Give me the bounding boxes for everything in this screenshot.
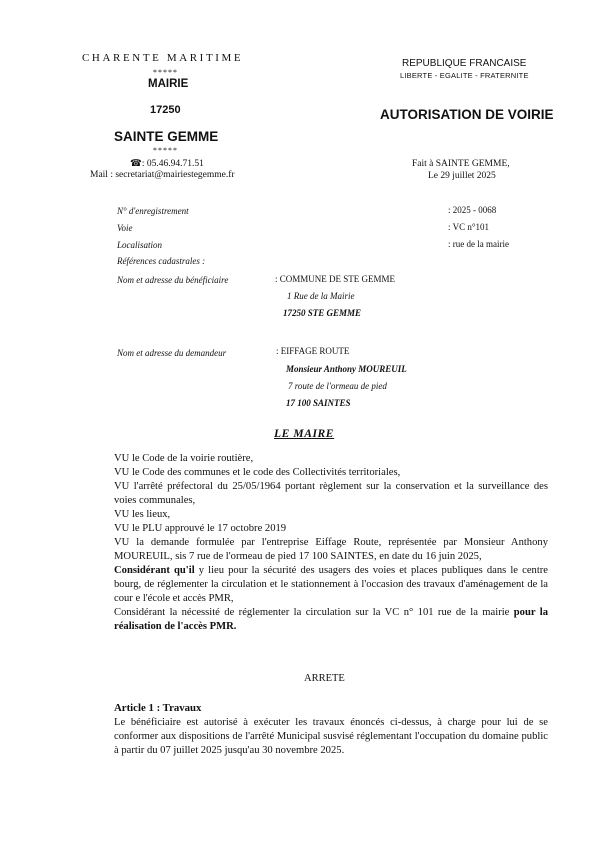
applicant-contact: Monsieur Anthony MOUREUIL bbox=[286, 364, 407, 374]
republic-label: REPUBLIQUE FRANCAISE bbox=[402, 58, 527, 69]
republic-motto: LIBERTE - EGALITE - FRATERNITE bbox=[400, 71, 529, 80]
registration-label: N° d'enregistrement bbox=[117, 206, 189, 216]
mairie-label: MAIRIE bbox=[148, 78, 189, 90]
vu-communes: VU le Code des communes et le code des Collectivités territoriales, bbox=[114, 467, 401, 478]
considerant-text: y lieu pour la sécurité des usagers des voies et places publiques dans le centre bourg, de réglementer la circulation et le stationnement à l'occasion des travaux d'aménagement de la cour e l'école et accès PMR, bbox=[114, 565, 548, 604]
considerant-securite bbox=[114, 564, 548, 606]
date-line: Le 29 juillet 2025 bbox=[428, 171, 496, 181]
location-value: : rue de la mairie bbox=[448, 239, 509, 249]
location-label: Localisation bbox=[117, 240, 163, 250]
telephone-icon: ☎ bbox=[130, 159, 142, 169]
decorative-stars-2: ***** bbox=[153, 146, 178, 155]
mail-line: Mail : secretariat@mairiestegemme.fr bbox=[90, 170, 235, 180]
beneficiary-label: Nom et adresse du bénéficiaire bbox=[117, 275, 229, 285]
vu-demande: VU la demande formulée par l'entreprise Eiffage Route, représentée par Monsieur Anthony MOUREUIL, sis 7 rue de l'ormeau de pied 17 100 SAINTES, en date du 16 juin 2025, bbox=[114, 537, 548, 562]
article-1-paragraph: Le bénéficiaire est autorisé à exécuter les travaux énoncés ci-dessus, à charge pour lui de se conformer aux dispositions de l'arrêté Municipal susvisé réglementant l'occupation du domaine public à partir du 07 juillet 2025 jusqu'au 30 novembre 2025. bbox=[114, 717, 548, 756]
road-value: : VC n°101 bbox=[448, 222, 489, 232]
phone-number: : 05.46.94.71.51 bbox=[141, 159, 204, 169]
vu-voirie: VU le Code de la voirie routière, bbox=[114, 453, 254, 464]
registration-value: : 2025 - 0068 bbox=[448, 205, 497, 215]
date-place: Fait à SAINTE GEMME, bbox=[412, 159, 510, 169]
applicant-address-line1: 7 route de l'ormeau de pied bbox=[288, 381, 387, 391]
considerant-circulation bbox=[114, 606, 548, 634]
article-1-title: Article 1 : Travaux bbox=[114, 702, 202, 714]
applicant-address-line2: 17 100 SAINTES bbox=[286, 398, 351, 408]
vu-lieux: VU les lieux, bbox=[114, 509, 171, 520]
beneficiary-name: : COMMUNE DE STE GEMME bbox=[275, 274, 396, 284]
arrete-heading: ARRETE bbox=[304, 673, 345, 684]
considerant-circulation-bold: pour la réalisation de l'accès PMR. bbox=[114, 607, 548, 632]
vu-plu: VU le PLU approuvé le 17 octobre 2019 bbox=[114, 523, 287, 534]
vu-arrete-prefectoral: VU l'arrêté préfectoral du 25/05/1964 portant règlement sur la conservation et la surveillance des voies communales, bbox=[114, 481, 548, 506]
beneficiary-address-line2: 17250 STE GEMME bbox=[283, 308, 362, 318]
department-name: CHARENTE MARITIME bbox=[82, 52, 244, 64]
beneficiary-address-line1: 1 Rue de la Mairie bbox=[287, 291, 355, 301]
cadastral-label: Références cadastrales : bbox=[117, 256, 206, 266]
article-1-text bbox=[114, 716, 548, 758]
road-label: Voie bbox=[117, 223, 133, 233]
document-title: AUTORISATION DE VOIRIE bbox=[380, 107, 554, 122]
decorative-stars: ***** bbox=[153, 68, 178, 77]
applicant-name: : EIFFAGE ROUTE bbox=[276, 346, 350, 356]
postcode: 17250 bbox=[150, 104, 181, 116]
considerant-circulation-text: Considérant la nécessité de réglementer la circulation sur la VC n° 101 rue de la mairie bbox=[114, 607, 514, 618]
town-name: SAINTE GEMME bbox=[114, 129, 219, 144]
le-maire-heading: LE MAIRE bbox=[274, 428, 335, 440]
phone-line bbox=[130, 158, 204, 169]
considerations bbox=[114, 452, 548, 634]
applicant-label: Nom et adresse du demandeur bbox=[117, 348, 227, 358]
considerant-bold: Considérant qu'il bbox=[114, 565, 195, 576]
